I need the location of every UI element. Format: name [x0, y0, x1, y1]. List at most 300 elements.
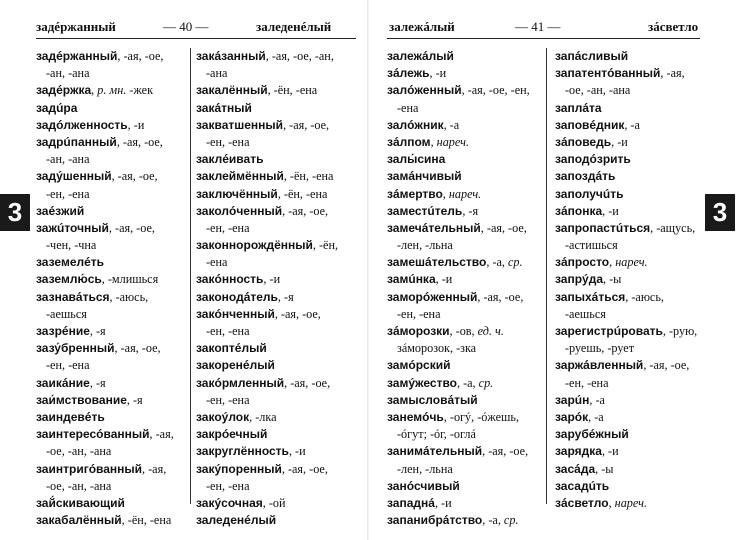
headword: заморóженный: [387, 289, 478, 304]
entry-text: , -ая,: [149, 427, 174, 442]
entry-text: -астишься: [565, 238, 618, 253]
entry-text: , -огý, -óжешь,: [443, 409, 520, 424]
grammar-note: нареч.: [614, 495, 647, 510]
entry-continuation-line: [387, 100, 565, 117]
entry-continuation-line: [555, 375, 733, 392]
entry-continuation-line: [196, 220, 374, 237]
entry-text: , -и: [288, 444, 306, 459]
entry-text: , -а,: [482, 513, 504, 528]
headword: задéржка: [36, 83, 92, 98]
dictionary-entry: [387, 323, 565, 340]
entry-text: , -а: [588, 409, 604, 424]
dictionary-entry: [196, 117, 374, 134]
dictionary-entry: [36, 134, 214, 151]
entry-text: , -рую,: [662, 324, 698, 338]
dictionary-entry: [196, 426, 374, 443]
dictionary-entry: [196, 495, 374, 512]
grammar-note: ср.: [478, 375, 494, 390]
entry-continuation-line: [36, 186, 214, 203]
headword: занóсчивый: [387, 478, 460, 493]
entry-column-left: [387, 48, 565, 529]
entry-text: , -ён, -ена: [283, 169, 334, 184]
headword: засáда: [555, 461, 596, 476]
entry-column-right: [555, 48, 733, 512]
entry-continuation-line: [387, 237, 565, 254]
dictionary-entry: [387, 134, 565, 151]
entry-text: , -ая, -ое,: [274, 306, 321, 321]
headword: западнá: [387, 495, 435, 510]
entry-continuation-line: [196, 65, 374, 82]
headword: зáпонка: [555, 203, 603, 218]
headword: запанибрáтство: [387, 513, 483, 528]
headword: закоýлок: [196, 409, 250, 424]
grammar-note: ср.: [503, 513, 519, 528]
dictionary-entry: [387, 271, 565, 288]
dictionary-entry: [555, 65, 733, 82]
headword: запáсливый: [555, 49, 629, 63]
entry-text: , -ён, -ена: [267, 83, 318, 98]
headword: закоренéлый: [196, 358, 275, 373]
entry-text: , -ы: [595, 461, 614, 476]
grammar-note: ср.: [508, 255, 523, 270]
headword: зáлпом: [387, 134, 431, 149]
headword: закóнченный: [196, 306, 275, 321]
entry-text: ,: [91, 83, 98, 98]
section-letter-tab: 3: [705, 194, 735, 231]
entry-text: -ена: [206, 255, 228, 270]
entry-continuation-line: [36, 65, 214, 82]
dictionary-entry: [387, 478, 565, 495]
headword: зарóк: [555, 409, 589, 424]
dictionary-entry: [36, 220, 214, 237]
entry-text: , -лка: [249, 409, 277, 424]
dictionary-entry: [36, 461, 214, 478]
entry-continuation-line: [196, 478, 374, 495]
headword: закоптéлый: [196, 341, 267, 356]
headword: заполучúть: [555, 186, 624, 201]
headword: зазнавáться: [36, 289, 110, 304]
entry-text: ,: [430, 134, 437, 149]
headword: зазрéние: [36, 324, 90, 338]
entry-text: , -ая, -ое, -ен,: [461, 83, 530, 98]
column-divider: [546, 48, 547, 504]
headword: заплáта: [555, 100, 602, 115]
entry-text: -ен, -ена: [206, 220, 250, 235]
headword: зай́скивающий: [36, 495, 125, 510]
dictionary-entry: [196, 409, 374, 426]
entry-text: -ан, -ана: [46, 152, 90, 167]
headword: замýжество: [387, 375, 457, 390]
entry-text: -ен, -ена: [397, 306, 441, 321]
dictionary-entry: [36, 289, 214, 306]
entry-text: , -ая, -ое,: [111, 169, 158, 184]
entry-text: , -и: [434, 495, 452, 510]
entry-text: , -ая,: [660, 66, 685, 81]
entry-text: , -ая, -ое,: [477, 289, 524, 304]
entry-text: -ен, -ена: [565, 375, 609, 390]
entry-text: , -ая, -ое,: [284, 375, 331, 390]
entry-text: , -аюсь,: [109, 289, 149, 304]
entry-text: -аешься: [565, 306, 606, 321]
entry-text: , -и: [611, 134, 628, 149]
dictionary-entry: [36, 375, 214, 392]
dictionary-entry: [555, 289, 733, 306]
entry-continuation-line: [387, 340, 565, 357]
dictionary-entry: [36, 340, 214, 357]
dictionary-entry: [387, 186, 565, 203]
headword: зáсветло: [555, 495, 609, 510]
entry-column-left: [36, 48, 214, 529]
headword: закабалённый: [36, 513, 122, 528]
entry-text: -руешь, -рует: [565, 341, 635, 356]
headword: зарегистрúровать: [555, 324, 663, 338]
headword: зазу́бренный: [36, 341, 115, 356]
dictionary-entry: [555, 168, 733, 185]
dictionary-entry: [555, 461, 733, 478]
headword: зарубéжный: [555, 427, 629, 442]
dictionary-entry: [387, 168, 565, 185]
dictionary-entry: [555, 100, 733, 117]
entry-text: , -ая, -ое,: [117, 49, 164, 63]
dictionary-entry: [36, 168, 214, 185]
entry-text: , -ая, -ое,: [283, 117, 330, 132]
headword: законнорождённый: [196, 238, 313, 253]
dictionary-entry: [36, 409, 214, 426]
entry-text: -ана: [206, 66, 228, 81]
entry-text: , -а,: [457, 375, 479, 390]
entry-text: -ен, -ена: [206, 134, 250, 149]
dictionary-entry: [36, 323, 214, 340]
entry-text: -ое, -ан, -ана: [46, 478, 112, 493]
dictionary-entry: [387, 443, 565, 460]
header-rule: [36, 38, 356, 39]
headword: заржáвленный: [555, 358, 644, 373]
entry-text: -ен, -ена: [206, 478, 250, 493]
entry-continuation-line: [36, 306, 214, 323]
headword: занимáтельный: [387, 444, 483, 459]
headword: замешáтельство: [387, 255, 487, 270]
dictionary-entry: [36, 512, 214, 529]
entry-text: -аешься: [46, 306, 87, 321]
headword: закрóечный: [196, 427, 268, 442]
dictionary-entry: [36, 426, 214, 443]
entry-text: -ое, -ан, -ана: [565, 83, 631, 98]
dictionary-entry: [387, 65, 565, 82]
entry-text: , -а: [443, 117, 460, 132]
headword: закалённый: [196, 83, 268, 98]
entry-text: , -ая, -ое,: [480, 220, 527, 235]
headword: задúра: [36, 100, 78, 115]
headword: залежáлый: [387, 49, 454, 63]
headword: закóрмленный: [196, 375, 285, 390]
headword: закóнность: [196, 272, 264, 287]
dictionary-entry: [555, 151, 733, 168]
entry-text: , -ая, -ое,: [281, 461, 328, 476]
headword: заключённый: [196, 186, 278, 201]
entry-text: -лен, -льна: [397, 238, 453, 253]
headword: заледенéлый: [196, 513, 277, 528]
dictionary-entry: [36, 48, 214, 65]
dictionary-entry: [387, 203, 565, 220]
entry-continuation-line: [555, 237, 733, 254]
headword: заповéдник: [555, 117, 625, 132]
dictionary-entry: [387, 48, 565, 65]
entry-text: , -и: [435, 272, 453, 287]
entry-text: , -а: [624, 117, 640, 132]
entry-continuation-line: [555, 340, 733, 357]
running-head-last-word: зáсветло: [648, 19, 699, 34]
entry-text: ,: [608, 495, 615, 510]
dictionary-entry: [196, 237, 374, 254]
entry-text: , -ён, -ена: [277, 186, 328, 201]
headword: заклéивать: [196, 152, 264, 167]
entry-continuation-line: [196, 323, 374, 340]
entry-text: , -я: [89, 375, 106, 390]
running-head-first-word: задéржанный: [36, 19, 116, 34]
headword: запыхáться: [555, 289, 626, 304]
entry-text: -ен, -ена: [46, 358, 90, 373]
dictionary-entry: [36, 117, 214, 134]
headword: засадúть: [555, 478, 610, 493]
section-letter-tab: 3: [0, 194, 30, 231]
page-number: — 41 —: [515, 19, 561, 34]
headword: замóрский: [387, 358, 451, 373]
entry-continuation-line: [36, 478, 214, 495]
entry-text: -óгут; -óг, -оглá: [397, 427, 476, 442]
dictionary-entry: [196, 100, 374, 117]
entry-continuation-line: [36, 151, 214, 168]
entry-text: , -я: [462, 203, 479, 218]
dictionary-entry: [387, 495, 565, 512]
grammar-note: р. мн.: [97, 83, 127, 98]
headword: зарúн: [555, 392, 590, 407]
dictionary-entry: [196, 375, 374, 392]
headword: задрúпанный: [36, 134, 117, 149]
headword: задéржанный: [36, 49, 118, 63]
dictionary-entry: [555, 117, 733, 134]
dictionary-entry: [555, 426, 733, 443]
headword: зажúточный: [36, 220, 109, 235]
entry-text: , -и: [263, 272, 281, 287]
entry-text: , -и: [429, 66, 447, 81]
dictionary-entry: [555, 409, 733, 426]
entry-continuation-line: [36, 357, 214, 374]
headword: заи́мствование: [36, 392, 127, 407]
headword: закýсочная: [196, 495, 263, 510]
entry-text: ,: [442, 186, 449, 201]
headword: запатентóванный: [555, 66, 661, 81]
dictionary-entry: [555, 254, 733, 271]
entry-text: , -я: [277, 289, 294, 304]
headword: закáзанный: [196, 49, 266, 63]
dictionary-entry: [387, 220, 565, 237]
headword: закáтный: [196, 100, 252, 115]
grammar-note: нареч.: [448, 186, 482, 201]
entry-continuation-line: [196, 392, 374, 409]
dictionary-entry: [387, 254, 565, 271]
grammar-note: нареч.: [615, 255, 648, 270]
entry-text: ,: [609, 255, 616, 270]
headword: задóлженность: [36, 117, 128, 132]
dictionary-entry: [36, 392, 214, 409]
entry-text: , -а,: [486, 255, 509, 270]
dictionary-entry: [36, 254, 214, 271]
entry-text: -ен, -ена: [46, 186, 90, 201]
entry-text: , -ой: [262, 495, 286, 510]
entry-text: зáморозок, -зка: [397, 341, 477, 356]
dictionary-entry: [555, 495, 733, 512]
headword: зáлежь: [387, 66, 430, 81]
entry-continuation-line: [36, 237, 214, 254]
entry-text: -лен, -льна: [397, 461, 453, 476]
dictionary-entry: [555, 48, 733, 65]
headword: закруглённость: [196, 444, 289, 459]
entry-continuation-line: [387, 306, 565, 323]
entry-text: , -ая, -ое,: [116, 134, 163, 149]
entry-text: -ен, -ена: [206, 392, 250, 407]
dictionary-entry: [196, 151, 374, 168]
entry-text: -жек: [126, 83, 153, 98]
headword: заикáние: [36, 375, 90, 390]
headword: замысловáтый: [387, 392, 478, 407]
dictionary-entry: [555, 443, 733, 460]
headword: зáпросто: [555, 255, 610, 270]
dictionary-entry: [36, 82, 214, 99]
dictionary-entry: [387, 392, 565, 409]
headword: закýпоренный: [196, 461, 282, 476]
dictionary-entry: [555, 134, 733, 151]
dictionary-entry: [196, 82, 374, 99]
headword: зáмертво: [387, 186, 443, 201]
dictionary-entry: [196, 357, 374, 374]
entry-text: , -ён,: [312, 238, 339, 253]
dictionary-entry: [196, 340, 374, 357]
dictionary-entry: [196, 186, 374, 203]
headword: замечáтельный: [387, 220, 481, 235]
headword: заколóченный: [196, 203, 283, 218]
dictionary-entry: [387, 117, 565, 134]
dictionary-entry: [196, 461, 374, 478]
dictionary-entry: [387, 151, 565, 168]
dictionary-entry: [36, 203, 214, 220]
entry-text: , -я: [89, 324, 106, 338]
header-rule: [387, 38, 700, 39]
entry-continuation-line: [196, 254, 374, 271]
headword: запропастúться: [555, 220, 651, 235]
entry-text: , -я: [126, 392, 143, 407]
dictionary-entry: [196, 168, 374, 185]
entry-text: , -ая, -ое, -ан,: [265, 49, 334, 63]
entry-text: , -ащусь,: [650, 220, 696, 235]
headword: залóженный: [387, 83, 462, 98]
entry-text: , -и: [602, 203, 619, 218]
headword: зарядка: [555, 444, 602, 459]
dictionary-entry: [387, 375, 565, 392]
page-number: — 40 —: [163, 19, 209, 34]
dictionary-entry: [196, 48, 374, 65]
headword: замáнчивый: [387, 169, 462, 184]
entry-continuation-line: [555, 82, 733, 99]
headword: запоздáть: [555, 169, 616, 184]
headword: законодáтель: [196, 289, 278, 304]
entry-text: , -ая, -ое,: [282, 203, 329, 218]
dictionary-entry: [387, 409, 565, 426]
headword: заинтригóванный: [36, 461, 143, 476]
dictionary-entry: [36, 495, 214, 512]
headword: запрýда: [555, 272, 604, 287]
headword: зáморозки: [387, 324, 450, 338]
entry-text: , -ая, -ое,: [482, 444, 529, 459]
headword: заéзжий: [36, 203, 85, 218]
entry-text: -ое, -ан, -ана: [46, 444, 112, 459]
entry-text: , -и: [127, 117, 145, 132]
entry-text: , -ая,: [142, 461, 167, 476]
dictionary-entry: [36, 271, 214, 288]
entry-text: -ена: [397, 100, 419, 115]
headword: зáповедь: [555, 134, 612, 149]
dictionary-entry: [555, 323, 733, 340]
headword: закватшенный: [196, 117, 284, 132]
entry-text: , -ая, -ое,: [114, 341, 161, 356]
entry-text: , -ая, -ое,: [108, 220, 155, 235]
right-page: [369, 0, 737, 540]
dictionary-entry: [555, 478, 733, 495]
entry-text: , -ы: [603, 272, 622, 287]
dictionary-entry: [387, 289, 565, 306]
entry-continuation-line: [387, 461, 565, 478]
column-divider: [190, 48, 191, 504]
dictionary-entry: [387, 512, 565, 529]
headword: залы́сина: [387, 152, 446, 167]
entry-text: , -ён, -ена: [121, 513, 172, 528]
dictionary-entry: [196, 512, 374, 529]
entry-continuation-line: [36, 443, 214, 460]
headword: заинтересóванный: [36, 427, 150, 442]
grammar-note: нареч.: [436, 134, 469, 149]
headword: заземелéть: [36, 255, 105, 270]
entry-text: -ан, -ана: [46, 66, 90, 81]
entry-text: , -и: [601, 444, 619, 459]
dictionary-entry: [196, 203, 374, 220]
entry-text: -чен, -чна: [46, 238, 97, 253]
dictionary-entry: [196, 443, 374, 460]
dictionary-entry: [555, 271, 733, 288]
entry-text: , -ов,: [449, 324, 478, 338]
dictionary-entry: [196, 271, 374, 288]
dictionary-entry: [196, 306, 374, 323]
headword: заместúтель: [387, 203, 463, 218]
headword: заиндевéть: [36, 409, 105, 424]
entry-continuation-line: [387, 426, 565, 443]
dictionary-entry: [555, 357, 733, 374]
dictionary-entry: [387, 82, 565, 99]
entry-continuation-line: [555, 306, 733, 323]
headword: заземлю́сь: [36, 272, 102, 287]
grammar-note: ед. ч.: [477, 324, 504, 338]
entry-text: -ен, -ена: [206, 324, 250, 338]
headword: заклеймённый: [196, 169, 284, 184]
dictionary-entry: [36, 100, 214, 117]
headword: занемóчь: [387, 409, 444, 424]
entry-text: , -аюсь,: [625, 289, 664, 304]
entry-continuation-line: [196, 134, 374, 151]
entry-text: , -ая, -ое,: [643, 358, 690, 373]
headword: задýшенный: [36, 169, 112, 184]
dictionary-entry: [196, 289, 374, 306]
entry-text: , -а: [589, 392, 605, 407]
headword: заподóзрить: [555, 152, 631, 167]
dictionary-entry: [387, 357, 565, 374]
